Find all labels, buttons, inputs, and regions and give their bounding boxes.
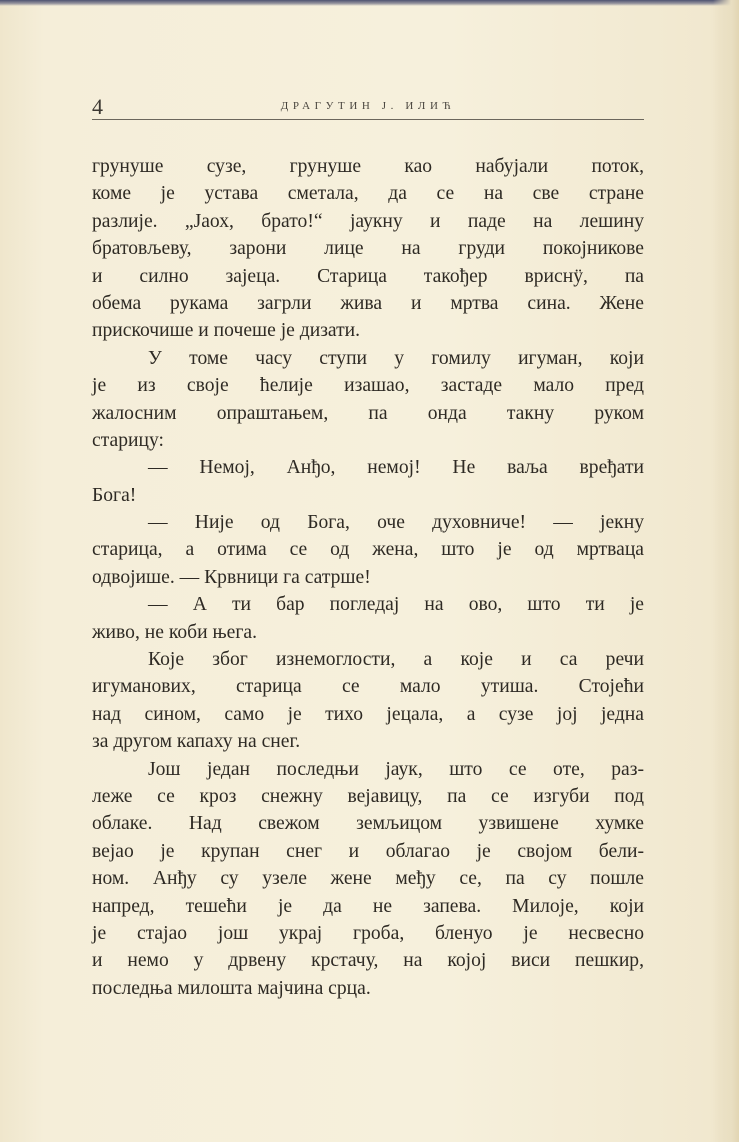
- body-text: [92, 153, 644, 1002]
- text-line: вејао је крупан снег и облагао је својом бели-: [92, 840, 644, 862]
- text-line: Које због изнемоглости, а које и са речи: [148, 649, 644, 671]
- page-number: 4: [92, 94, 103, 119]
- text-line: над сином, само је тихо јецала, а сузе јој једна: [92, 703, 644, 725]
- text-line: леже се кроз снежну вејавицу, па се изгуби под: [92, 785, 644, 807]
- text-line: — Није од Бога, оче духовниче! — јекну: [148, 512, 644, 534]
- text-line: последња милошта мајчина срца.: [92, 977, 371, 999]
- top-edge-shadow: [0, 0, 739, 6]
- text-line: коме је устава сметала, да се на све стране: [92, 183, 644, 205]
- text-line: и силно зајеца. Старица такођер вриснÿ, па: [92, 265, 644, 287]
- text-line: облаке. Над свежом земљицом узвишене хумке: [92, 813, 644, 835]
- text-line: игуманових, старица се мало утиша. Стојећи: [92, 676, 644, 698]
- text-line: братовљеву, зарони лице на груди покојникове: [92, 238, 644, 260]
- text-line: прискочише и почеше је дизати.: [92, 320, 361, 342]
- text-line: живо, не коби њега.: [92, 621, 257, 643]
- running-head: ДРАГУТИН Ј. ИЛИЋ: [280, 100, 456, 112]
- header-rule: [92, 119, 644, 120]
- text-line: — Немој, Анђо, немој! Не ваља вређати: [148, 457, 644, 479]
- text-line: напред, тешећи је да не запева. Милоје, који: [92, 895, 644, 917]
- text-line: одвојише. — Крвници га сатрше!: [92, 566, 371, 588]
- text-line: грунуше сузе, грунуше као набујали поток,: [92, 156, 644, 177]
- text-line: жалосним опраштањем, па онда такну руком: [92, 402, 644, 424]
- page-gutter-shadow: [713, 0, 739, 1142]
- text-line: и немо у дрвену крстачу, на којој виси пешкир,: [92, 950, 644, 972]
- page-header: [92, 94, 644, 120]
- text-line: старицу:: [92, 429, 164, 451]
- text-line: У томе часу ступи у гомилу игуман, који: [148, 347, 644, 369]
- text-line: обема рукама загрли жива и мртва сина. Жене: [92, 292, 644, 314]
- text-line: разлије. „Јаох, брато!“ јаукну и паде на лешину: [92, 210, 644, 232]
- text-line: Још један последњи јаук, што се оте, раз-: [148, 758, 644, 780]
- text-line: је из своје ћелије изашао, застаде мало пред: [92, 375, 644, 397]
- text-line: Бога!: [92, 484, 137, 506]
- text-line: за другом капаху на снег.: [92, 731, 301, 753]
- text-line: је стајао још украј гроба, бленуо је несвесно: [92, 922, 644, 944]
- text-line: — А ти бар погледај на ово, што ти је: [148, 594, 644, 616]
- text-line: ном. Анђу су узеле жене међу се, па су пошле: [92, 868, 644, 890]
- text-line: старица, а отима се од жена, што је од мртваца: [92, 539, 644, 561]
